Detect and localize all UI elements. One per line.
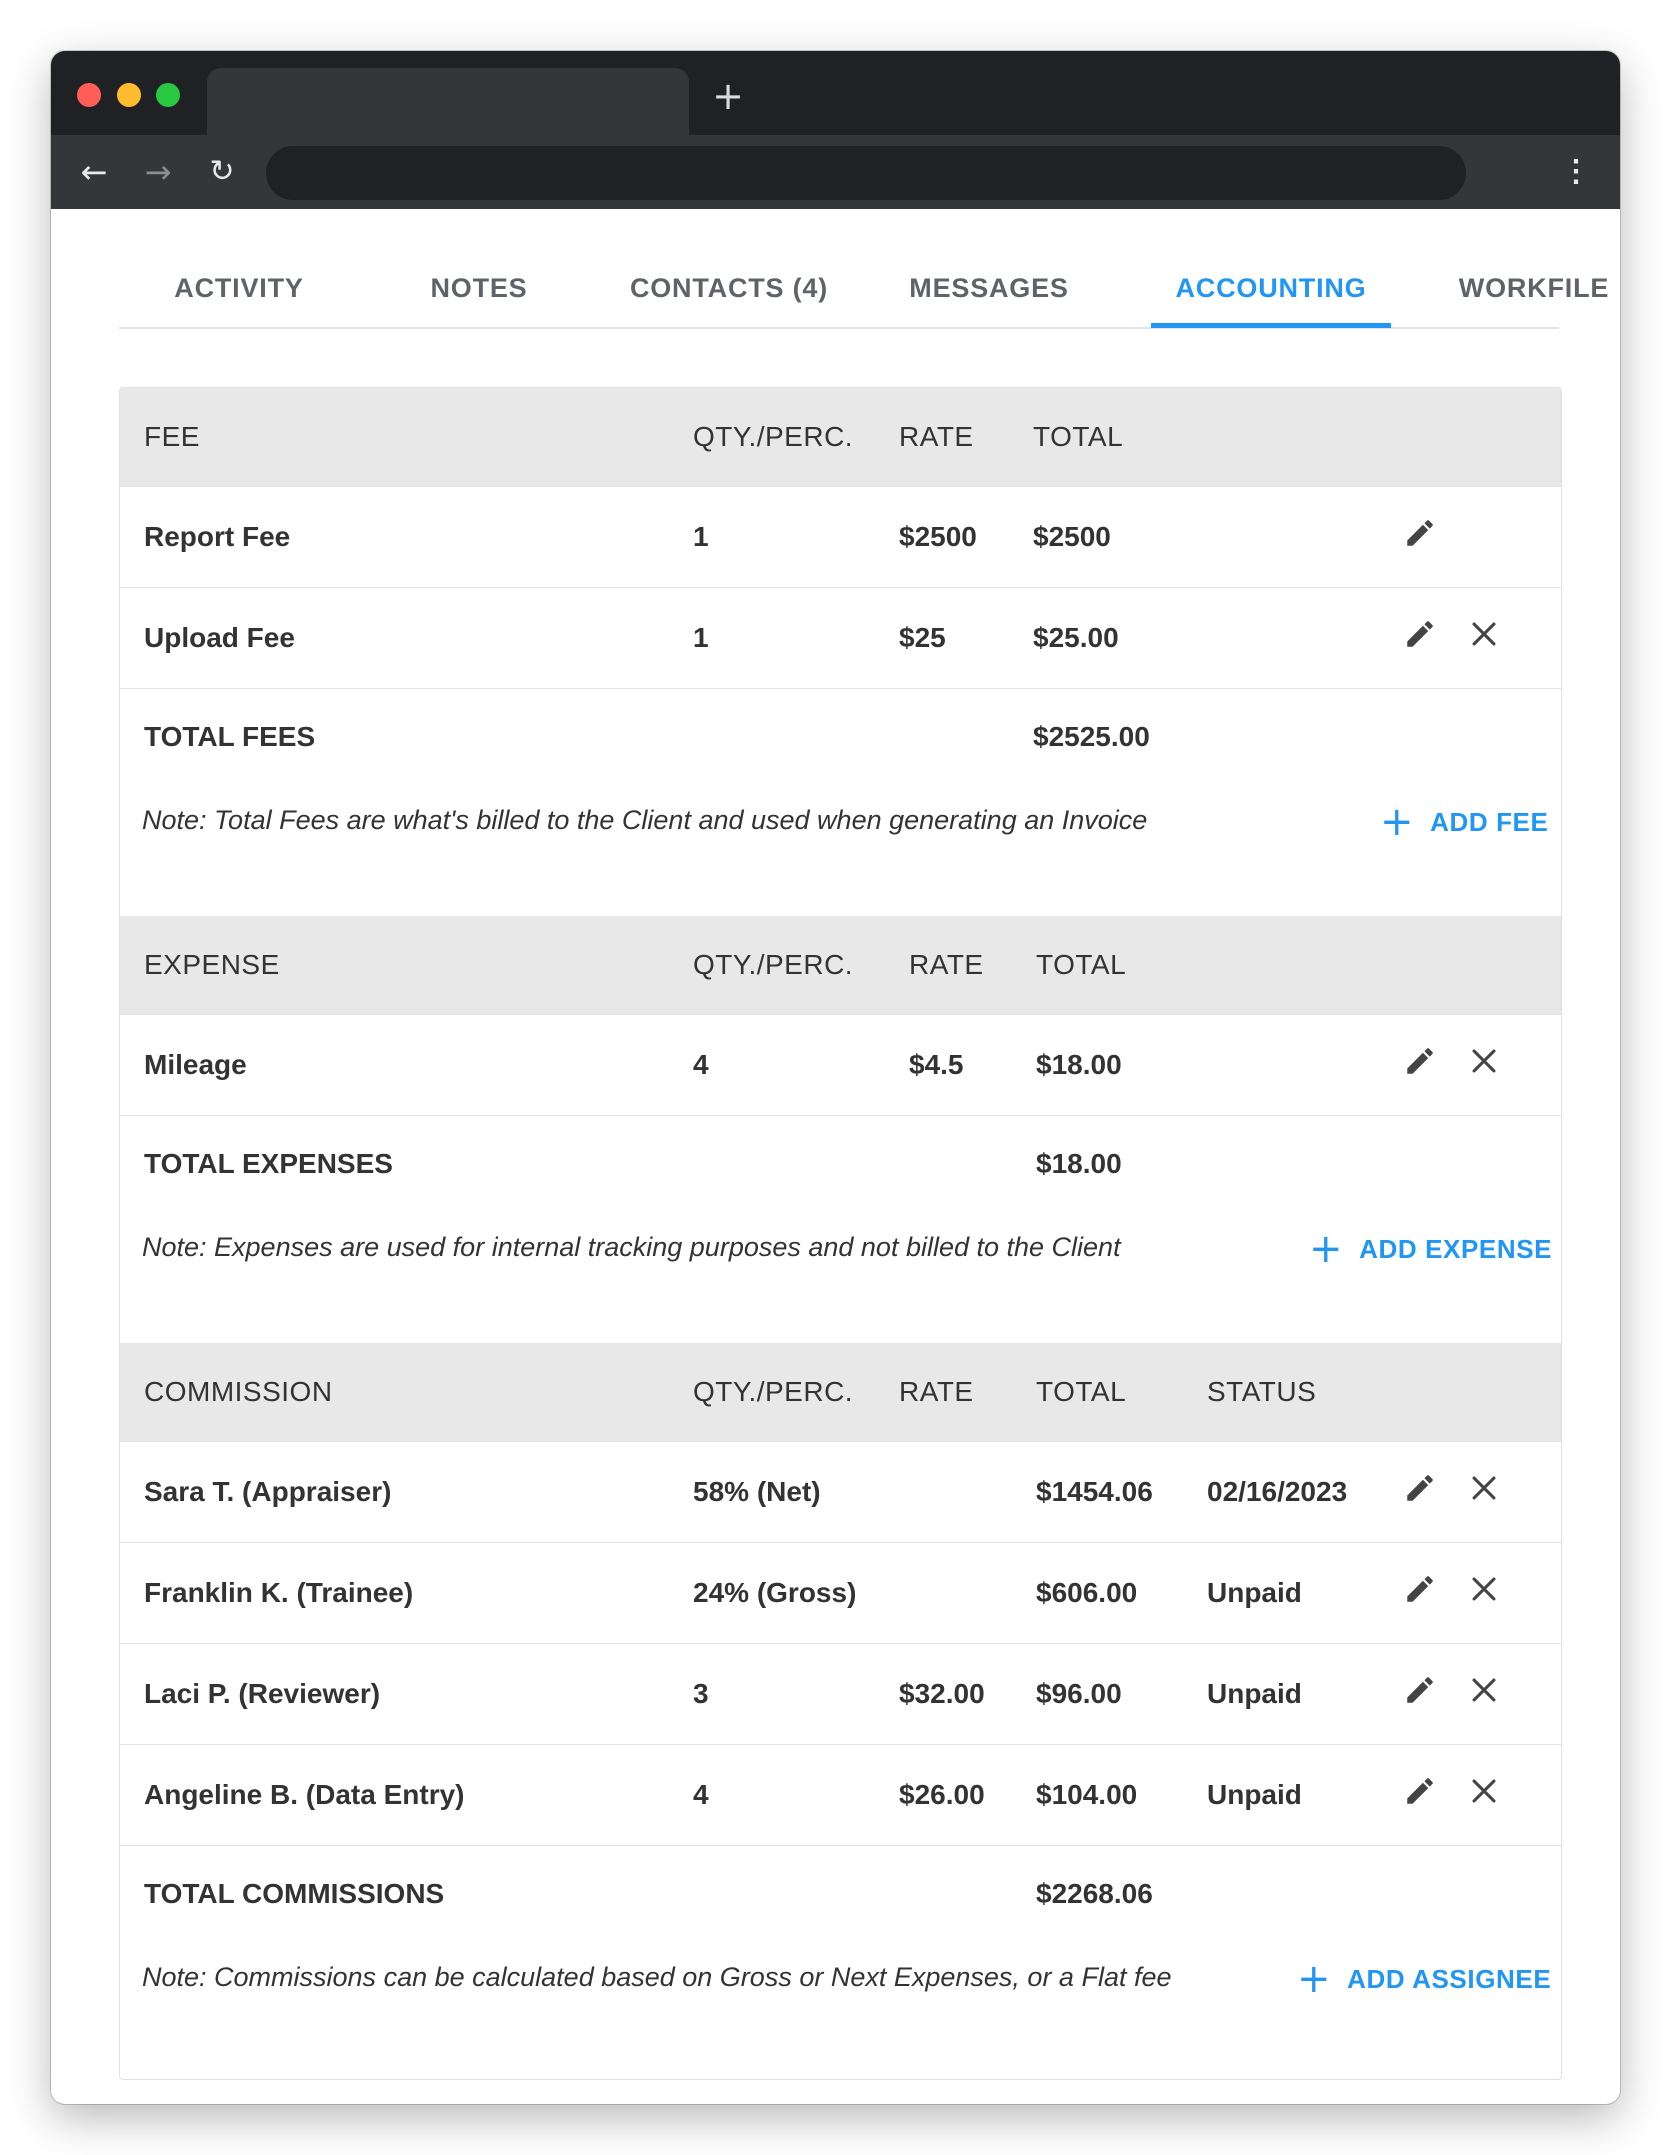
close-icon[interactable]	[1464, 614, 1504, 654]
fee-rate: $25	[899, 622, 946, 653]
commission-row	[120, 1643, 1561, 1744]
tab-accounting[interactable]: ACCOUNTING	[1175, 273, 1367, 303]
tab-contacts[interactable]: CONTACTS (4)	[629, 273, 829, 303]
browser-tab-strip	[51, 51, 1620, 135]
header-qty: QTY./PERC.	[693, 421, 854, 452]
more-menu-icon[interactable]: ⋮	[1561, 155, 1591, 188]
expenses-note: Note: Expenses are used for internal tracking purposes and not billed to the Client	[142, 1232, 1121, 1262]
reload-icon[interactable]: ↻	[209, 154, 235, 189]
commission-qty: 4	[693, 1779, 709, 1810]
close-icon[interactable]	[1464, 1468, 1504, 1508]
commission-total: $1454.06	[1036, 1476, 1153, 1507]
commission-qty: 3	[693, 1678, 709, 1709]
forward-icon[interactable]: →	[144, 153, 172, 191]
pencil-icon[interactable]	[1400, 1468, 1440, 1508]
header-qty: QTY./PERC.	[693, 949, 854, 980]
commission-name: Laci P. (Reviewer)	[144, 1678, 381, 1709]
new-tab-icon[interactable]: +	[712, 74, 744, 118]
fee-row	[120, 486, 1561, 587]
fee-row	[120, 587, 1561, 688]
address-bar[interactable]	[266, 146, 1466, 200]
total-commissions-label: TOTAL COMMISSIONS	[144, 1877, 445, 1909]
commission-total: $606.00	[1036, 1577, 1138, 1608]
plus-icon: +	[1297, 1956, 1332, 2002]
expense-row	[120, 1014, 1561, 1115]
close-window-button[interactable]	[77, 83, 101, 107]
fee-rate: $2500	[899, 521, 977, 552]
plus-icon: +	[1380, 799, 1415, 845]
add-fee-label: ADD FEE	[1430, 806, 1549, 837]
header-rate: RATE	[899, 1376, 974, 1407]
close-icon[interactable]	[1464, 1569, 1504, 1609]
tab-messages[interactable]: MESSAGES	[909, 273, 1069, 303]
header-expense: EXPENSE	[144, 949, 280, 980]
close-icon[interactable]	[1464, 1771, 1504, 1811]
fee-total: $25.00	[1033, 622, 1119, 653]
pencil-icon[interactable]	[1400, 1771, 1440, 1811]
expense-table-header	[120, 916, 1561, 1014]
commission-qty: 24% (Gross)	[693, 1577, 857, 1608]
back-icon[interactable]: ←	[80, 153, 108, 191]
header-fee: FEE	[144, 421, 200, 452]
commission-status: Unpaid	[1207, 1779, 1302, 1810]
header-total: TOTAL	[1036, 1376, 1127, 1407]
browser-toolbar	[51, 135, 1620, 209]
pencil-icon[interactable]	[1400, 1569, 1440, 1609]
commission-total: $104.00	[1036, 1779, 1138, 1810]
minimize-window-button[interactable]	[117, 83, 141, 107]
header-rate: RATE	[899, 421, 974, 452]
header-status: STATUS	[1207, 1376, 1317, 1407]
commission-name: Franklin K. (Trainee)	[144, 1577, 414, 1608]
commission-qty: 58% (Net)	[693, 1476, 821, 1507]
header-rate: RATE	[909, 949, 984, 980]
total-expenses-value: $18.00	[1036, 1147, 1122, 1179]
header-total: TOTAL	[1033, 421, 1124, 452]
fees-total-row	[120, 688, 1561, 784]
add-assignee-label: ADD ASSIGNEE	[1347, 1963, 1552, 1994]
accounting-card	[119, 387, 1562, 2080]
fee-name: Upload Fee	[144, 622, 295, 653]
commission-name: Sara T. (Appraiser)	[144, 1476, 392, 1507]
fee-qty: 1	[693, 622, 709, 653]
header-total: TOTAL	[1036, 949, 1127, 980]
expense-qty: 4	[693, 1049, 709, 1080]
pencil-icon[interactable]	[1400, 1670, 1440, 1710]
commission-status: 02/16/2023	[1207, 1476, 1348, 1507]
close-icon[interactable]	[1464, 1041, 1504, 1081]
expense-name: Mileage	[144, 1049, 247, 1080]
total-expenses-label: TOTAL EXPENSES	[144, 1147, 393, 1179]
commissions-total-row	[120, 1845, 1561, 1941]
active-tab-indicator	[1151, 323, 1391, 328]
commission-row	[120, 1441, 1561, 1542]
add-expense-button[interactable]	[1309, 1226, 1553, 1272]
fee-qty: 1	[693, 521, 709, 552]
total-commissions-value: $2268.06	[1036, 1877, 1153, 1909]
commission-total: $96.00	[1036, 1678, 1122, 1709]
tab-workfile[interactable]: WORKFILE	[1458, 273, 1610, 303]
header-commission: COMMISSION	[144, 1376, 333, 1407]
commission-rate: $32.00	[899, 1678, 985, 1709]
fee-table-header	[120, 388, 1561, 486]
pencil-icon[interactable]	[1400, 614, 1440, 654]
total-fees-label: TOTAL FEES	[144, 720, 316, 752]
expense-rate: $4.5	[909, 1049, 964, 1080]
expenses-total-row	[120, 1115, 1561, 1211]
commissions-note: Note: Commissions can be calculated based on Gross or Next Expenses, or a Flat fee	[142, 1962, 1172, 1992]
commission-row	[120, 1542, 1561, 1643]
expense-total: $18.00	[1036, 1049, 1122, 1080]
total-fees-value: $2525.00	[1033, 720, 1150, 752]
close-icon[interactable]	[1464, 1670, 1504, 1710]
fee-name: Report Fee	[144, 521, 291, 552]
add-expense-label: ADD EXPENSE	[1359, 1233, 1553, 1264]
pencil-icon[interactable]	[1400, 1041, 1440, 1081]
commission-status: Unpaid	[1207, 1577, 1302, 1608]
commission-table-header	[120, 1343, 1561, 1441]
commission-status: Unpaid	[1207, 1678, 1302, 1709]
commission-name: Angeline B. (Data Entry)	[144, 1779, 465, 1810]
section-tabs	[119, 243, 1610, 329]
commission-rate: $26.00	[899, 1779, 985, 1810]
pencil-icon[interactable]	[1400, 513, 1440, 553]
browser-tab[interactable]	[207, 68, 689, 135]
plus-icon: +	[1309, 1226, 1344, 1272]
browser-window	[51, 51, 1620, 2104]
commission-row	[120, 1744, 1561, 1845]
add-assignee-button[interactable]	[1297, 1956, 1552, 2002]
tab-activity[interactable]: ACTIVITY	[174, 273, 304, 303]
fee-total: $2500	[1033, 521, 1111, 552]
fees-note: Note: Total Fees are what's billed to the Client and used when generating an Invoice	[142, 805, 1148, 835]
tab-notes[interactable]: NOTES	[430, 273, 528, 303]
header-qty: QTY./PERC.	[693, 1376, 854, 1407]
maximize-window-button[interactable]	[156, 83, 180, 107]
add-fee-button[interactable]	[1380, 799, 1549, 845]
